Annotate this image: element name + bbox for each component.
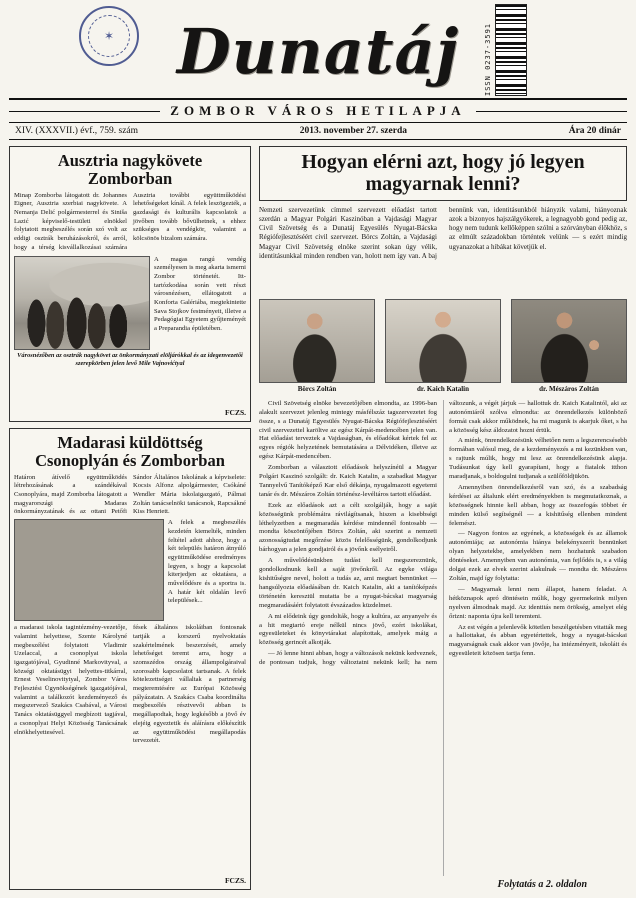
photo-caption: dr. Kaich Katalin <box>416 384 470 393</box>
continuation-note: Folytatás a 2. oldalon <box>497 879 587 890</box>
body-paragraph: Az est végén a jelenlevők kötetlen beszélgetésben vitatták meg a hallottakat, és abban egyetértettek, hogy a nyugat-bácskai magyarságnak csak akkor van jövője, ha intézményeit, iskoláit és egyesületeit közösen tartja fenn. <box>449 623 627 658</box>
body-paragraph: Amennyiben önrendelkezésről van szó, és a szabadság kérdései az általunk elért eredményekben is megmutatkoznak, a közösségnek hinnie kell abban, hogy az összefogás többet ér minden külső segítségnél — a kishitűség ellenben mindent felemészt. <box>449 483 627 527</box>
rule-right <box>476 111 627 112</box>
official-stamp-icon <box>79 6 139 66</box>
newspaper-subtitle: ZOMBOR VÁROS HETILAPJA <box>170 103 466 118</box>
photo-credit: FCZS. <box>224 876 246 885</box>
article-lower-columns <box>14 624 246 876</box>
article-lead: Nemzeti szervezetünk címmel szervezett előadást tartott szerdán a Magyar Polgári Kaszinóban a Vajdasági Magyar Civil Szövetség és a Dunatáj Egyesülés Nyugat-Bácska Régiófejlesztéséért civil szervezet. Börcs Zoltán, a Vajdasági Magyar Civil Szövetség elnöke szerint sokan úgy vélik, identitásunkkal minden rendben van, holott nem így van. A baj bennünk van, identitásunkból hiányzik valami, hiányoznak azok a bizonyos hajszálgyökerek, a legnagyobb gond pedig az, hogy nem tudunk kellőképpen szólni a szórványban élőkhöz, s az elmúlt századokban történtek velünk — s ezért mindig ugyanazokat a hibákat követjük el. <box>259 205 627 260</box>
photo-meszaros-zoltan <box>511 299 627 383</box>
article-title: Madarasi küldöttség Csonoplyán és Zomborban <box>35 433 225 470</box>
article-austria-ambassador <box>9 146 251 422</box>
left-column <box>9 146 251 890</box>
dateline-bar <box>9 122 627 140</box>
body-paragraph: A mi elődeink úgy gondolták, hogy a kultúra, az anyanyelv és a hit megtartó ereje nélkül nincs jövő, ezért iskolákat, egyesületeket és könyvtárakat alapítottak, amelyek máig a közösség gerincét alkotják. <box>259 612 437 647</box>
body-paragraph: — Jó lenne hinni abban, hogy a változások nekünk kedveznek, de pontosan tudjuk, hogy változtatni nekünk kell; ha nem változunk, a végét járjuk — hallottuk dr. Kaich Katalintól, aki az autonómiáról szólva elmondta: az önrendelkezés különböző formái csak akkor működnek, ha mi magunk is akarjuk őket, s ha a közösség kész áldozatot hozni értük. <box>259 399 627 667</box>
article-column-right: fések általános iskoláiban fontosnak tartják a korszerű nyelvoktatás szakértelmének beszerzését, amely lehetőséget teremt arra, hogy a szomszédos ország állampolgáraival szorosabb kapcsolatot tartsanak. A felek kötelezettséget vállaltak a partnerség megteremtésére az Európai Közösség pályázatain. A Szakács Csaba koordinálta megbeszélés résztvevői abban is megállapodtak, hogy legkésőbb a jövő év elejéig egyeztetik és aláírásra előkészítik az együttműködési megállapodás tervezetét. <box>133 624 246 745</box>
body-paragraph: Civil Szövetség elnöke bevezetőjében elmondta, az 1996-ban alakult szervezet jelenleg mintegy másfélszáz tagszervezetet fog össze, s a Dunatáj Egyesülés Nyugat-Bácska Régiófejlesztéséért civil szervezettel karöltve az egész Kárpát-medencében jelen van. Hat előadást terveztek a Vajdaságban, és előadókat kértek fel az egyes régiók helyzetének bemutatására a Délvidéken, illetve az egész Kárpát-medencében. <box>259 399 437 461</box>
edition-number: XIV. (XXXVII.) évf., 759. szám <box>15 126 139 136</box>
body-paragraph: Zomborban a választott előadások helyszínéül a Magyar Polgári Kaszinó szolgált: dr. Kaich Katalin, a szabadkai Magyar Tannyelvű Tanítóképző Kar első dékánja, nyugalmazott egyetemi tanár és dr. Mészáros Zoltán történész-levéltáros tartott előadást. <box>259 464 437 498</box>
price: Ára 20 dinár <box>568 126 621 136</box>
body-paragraph: Ezek az előadások azt a célt szolgálják, hogy a saját közösségünk problémáira rávilágítsanak, hiszen a kisebbségi léthelyzetben a megmaradás kérdése mindennél fontosabb — mondta köszöntőjében Börcs Zoltán, aki szerint a nemzeti azonosságtudat megőrzése közös felelősségünk, gondolkodjunk bárhogyan a jelen gondjairól és a jövőnk esélyeiről. <box>259 501 437 554</box>
photo-city-tour <box>14 256 150 350</box>
photo-borcs-zoltan <box>259 299 375 383</box>
masthead <box>9 4 627 100</box>
issn-number: ISSN 0237-3591 <box>484 22 492 96</box>
body-paragraph: A művelődésünkben tudást kell megszereznünk, gondolkodnunk kell a saját jövőnkről. Az egyke világa kishitűségre nevel, holott a tudás az, ami megtart bennünket — hangsúlyozta előadásában dr. Kaich Katalin, aki a tanítóképzés történetén keresztül mutatta be a nyugat-bácskai magyarság megmaradásáért folytatott évszázados küzdelmet. <box>259 557 437 609</box>
article-madaras-delegation <box>9 428 251 890</box>
photo-caption: dr. Mészáros Zoltán <box>539 384 599 393</box>
photo-credit: FCZS. <box>224 408 246 417</box>
content-grid <box>9 146 627 890</box>
stamp-emblem-icon: ✶ <box>103 28 115 43</box>
article-intro: Határon átívelő együttműködés létrehozásának a szándékával Csonoplyára, majd Zomborba látogatott a magyarországi Madaras önkormányzatának és az ottani Petőfi Sándor Általános Iskolának a képviselete: Kocsis Alfonz alpolgármester, Csókáné Wendler Mária iskolaigazgató, Pálmai Zoltán tanácselnöki tanácsnok, Rapcsákné Kiss Henriett. <box>14 473 246 516</box>
photo-kaich-katalin <box>385 299 501 383</box>
issue-date: 2013. november 27. szerda <box>299 126 407 136</box>
body-paragraph: A miénk, önrendelkezésünk vélhetően nem a legszerencsésebb formában valósul meg, de a kezdeményezés a mi kezünkben van, s rajtunk múlik, hogy mi lesz az önrendelkezésünk alapja. Tudásunkat úgy kell gyarapítani, hogy a fiatalok itthon maradjanak, s boldogulni tudjanak a szülőföldjükön. <box>449 437 627 481</box>
issn-barcode-block <box>484 4 527 96</box>
photo-row <box>14 519 246 621</box>
article-body: Minap Zomborba látogatott dr. Johannes Eigner, Ausztria szerbiai nagykövete. A Nemanja Delić polgármesterrel és Siniša Lazić képviselő-testületi elnökkel folytatott megbeszélés során szó volt az eddigi osztrák beruházásokról, és arról, hogy a térség kisvállalkozásai számára Ausztria további együttműködési lehetőségeket kínál. A felek leszögezték, a gazdasági és kulturális kapcsolatok a jövőben tovább bővülhetnek, s ehhez szükséges a vendégkör, valamint a kölcsönös bizalom számára. <box>14 191 246 251</box>
right-column <box>259 146 627 890</box>
photo-row <box>14 256 246 350</box>
barcode-icon <box>495 4 527 96</box>
article-lecture <box>259 146 627 890</box>
portrait-figure <box>511 299 627 393</box>
newspaper-title: Dunatáj <box>176 15 460 88</box>
headline-box <box>259 146 627 201</box>
portrait-photo-row <box>259 299 627 393</box>
body-paragraph: — Nagyon fontos az egyének, a közösségek és az államok autonómiája; az autonómia hiánya belekényszerít bennünket olyan helyzetekbe, amelyekben nem hozhatunk szabadon döntéseket. Amennyiben van autonómia, van fejlődés is, s a világ dolgai ezek az elvek szerint alakulnak — mondta dr. Mészáros Zoltán, majd így folytatta: <box>449 530 627 582</box>
portrait-figure <box>385 299 501 393</box>
main-headline: Hogyan elérni azt, hogy jó legyen magyarnak lenni? <box>301 151 585 196</box>
photo-caption: Börcs Zoltán <box>297 384 337 393</box>
article-column-left: a madarasi iskola tagintézmény-vezetője, valamint helyettese, Szente Károlyné megbeszélést folytatott Vladimir Uzelaccal, a csonoplyai iskola igazgatójával, Gyudinné Markovityval, a községi oktatásügyi helyettes-titkárral, Ernest Veselinovitytyal, Zombor Város Fejlesztési Ügynökségének igazgatójával, valamint a találkozót kezdeményező és megszervező Szakács Csabával, a Városi Tanács oktatásüggyel megbízott tagjával, a csonoplyai Helyi Közösség Tanácsának elnökhelyettesével. <box>14 624 127 736</box>
portrait-figure <box>259 299 375 393</box>
body-paragraph: — Magyarnak lenni nem állapot, hanem feladat. A hétköznapok apró döntésein múlik, hogy gyermekeink milyen nyelven álmodnak majd. Az identitás nem örökség, amelyet elég őrizni: naponta újra kell teremteni. <box>449 585 627 620</box>
article-body-side: A felek a megbeszélés kezdetén kiemelték, minden feltétel adott ahhoz, hogy a két település határon átnyúló együttműködése eredményes legyen, s hogy a kapcsolat kiterjedjen az oktatásra, a művelődésre és a sportra is. A határ két oldalán levő települések... <box>168 519 246 605</box>
photo-caption: Városnézőben az osztrák nagykövet az önkormányzati elöljárókkal és az idegenvezetői szerepkörben jelen levő Mile Vajnovićtyal <box>17 351 243 367</box>
rule-left <box>9 111 160 112</box>
article-title: Ausztria nagykövete Zomborban <box>57 151 203 188</box>
article-body-continued: A magas rangú vendég személyesen is meg akarta ismerni Zombor történetét. Itt-tartózkodása során vett részt városnézésen, ellátogatott a Konforta Galériába, megtekintette Sava Stojkov festményeit, illetve a Pedagógiai Egyetem gyűjteményét a Preparandia épületében. <box>154 255 246 333</box>
article-body <box>259 400 627 876</box>
subtitle-row <box>9 100 627 122</box>
photo-meeting-table <box>14 519 164 621</box>
